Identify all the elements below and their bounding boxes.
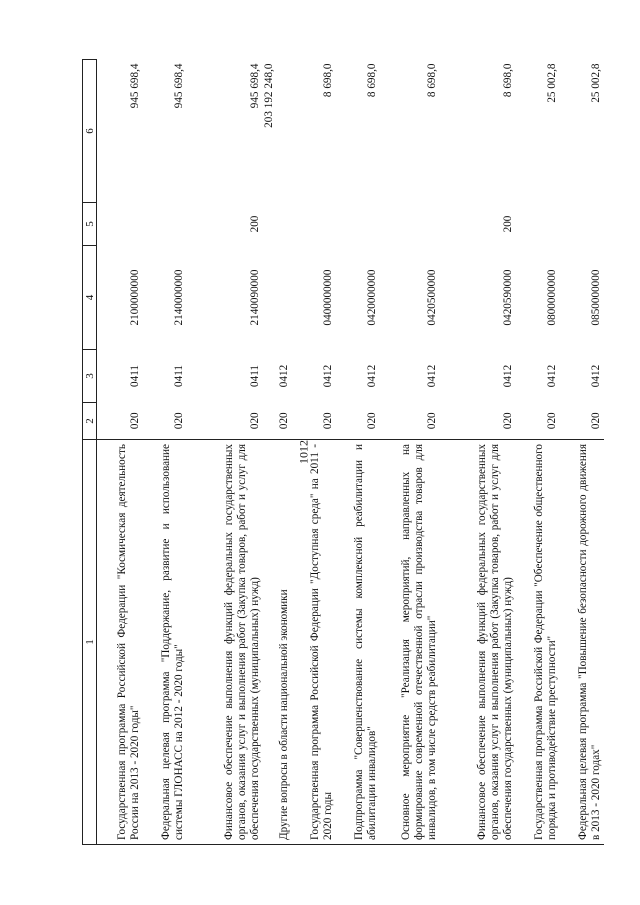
row-section-code: 0411: [173, 365, 186, 387]
row-expense-type: [516, 203, 560, 246]
table-row: [516, 60, 560, 845]
row-section-code: 0411: [249, 365, 262, 387]
row-amount: 8 698,0: [426, 63, 439, 98]
row-amount: 25 002,8: [590, 63, 603, 103]
table-row: [440, 60, 516, 845]
table-header-row: [83, 60, 97, 845]
column-header: 4: [83, 246, 97, 350]
row-amount: 8 698,0: [322, 63, 335, 98]
row-expense-type: [143, 203, 187, 246]
row-name: Финансовое обеспечение выполнения функций федеральных государственных органов, оказания услуг и выполнения работ (Закупка товаров, работ и услуг для обеспечения государственных (муниципальных) нужд): [187, 440, 263, 845]
row-target-code: 0420500000: [426, 269, 439, 326]
row-ministry-code: 020: [426, 412, 439, 430]
table-row: [380, 60, 440, 845]
row-expense-type: 200: [502, 215, 515, 233]
row-amount: 25 002,8: [546, 63, 559, 103]
row-ministry-code: 020: [173, 412, 186, 430]
row-target-code: 2140090000: [249, 269, 262, 326]
row-name: Подпрограмма "Совершенствование системы комплексной реабилитации и абилитации инвалидов": [336, 440, 380, 845]
row-expense-type: [560, 203, 604, 246]
row-ministry-code: 020: [546, 412, 559, 430]
row-section-code: 0412: [426, 364, 439, 388]
row-section-code: 0412: [366, 364, 379, 388]
row-ministry-code: 020: [322, 412, 335, 430]
budget-table: [82, 59, 604, 845]
row-section-code: 0412: [546, 364, 559, 388]
row-ministry-code: 020: [590, 412, 603, 430]
row-expense-type: [97, 203, 143, 246]
row-name: Другие вопросы в области национальной экономики: [263, 440, 292, 845]
row-expense-type: [263, 203, 292, 246]
row-amount: 945 698,4: [129, 63, 142, 109]
table-row: [336, 60, 380, 845]
row-target-code: 2100000000: [129, 269, 142, 326]
column-header: 1: [83, 440, 97, 845]
row-target-code: 0420590000: [502, 269, 515, 326]
row-ministry-code: 020: [249, 412, 262, 430]
row-section-code: 0411: [129, 365, 142, 387]
row-name: Государственная программа Российской Федерации "Обеспечение общественного порядка и противодействие преступности": [516, 440, 560, 845]
row-target-code: 0850000000: [590, 269, 603, 326]
row-amount: 8 698,0: [502, 63, 515, 98]
row-amount: 945 698,4: [249, 63, 262, 109]
row-ministry-code: 020: [129, 412, 142, 430]
row-expense-type: [336, 203, 380, 246]
row-ministry-code: 020: [366, 412, 379, 430]
row-section-code: 0412: [502, 364, 515, 388]
table-row: [292, 60, 336, 845]
row-amount: 945 698,4: [173, 63, 186, 109]
row-name: Финансовое обеспечение выполнения функций федеральных государственных органов, оказания услуг и выполнения работ (Закупка товаров, работ и услуг для обеспечения государственных (муниципальных) нужд): [440, 440, 516, 845]
row-name: Федеральная целевая программа "Поддержание, развитие и использование системы ГЛОНАСС на 2012 - 2020 годы": [143, 440, 187, 845]
row-name: Основное мероприятие "Реализация мероприятий, направленных на формирование современной отечественной отрасли производства товаров для инвалидов, в том числе средств реабилитации": [380, 440, 440, 845]
row-target-code: 2140000000: [173, 269, 186, 326]
column-header: 6: [83, 60, 97, 203]
page-number: 1012: [296, 440, 311, 464]
table-row: [97, 60, 143, 845]
rotated-document-body: [82, 60, 603, 845]
table-row: [263, 60, 292, 845]
row-section-code: 0412: [278, 364, 291, 388]
row-section-code: 0412: [322, 364, 335, 388]
row-ministry-code: 020: [502, 412, 515, 430]
row-expense-type: 200: [249, 215, 262, 233]
row-name: Государственная программа Российской Федерации "Космическая деятельность России на 2013 - 2020 годы": [97, 440, 143, 845]
table-row: [187, 60, 263, 845]
row-name: Федеральная целевая программа "Повышение безопасности дорожного движения в 2013 - 2020 годах": [560, 440, 604, 845]
row-expense-type: [380, 203, 440, 246]
row-target-code: 0800000000: [546, 269, 559, 326]
table-row: [143, 60, 187, 845]
column-header: 5: [83, 203, 97, 246]
row-amount: 8 698,0: [366, 63, 379, 98]
row-ministry-code: 020: [278, 412, 291, 430]
row-expense-type: [292, 203, 336, 246]
row-target-code: [263, 246, 292, 350]
column-header: 2: [83, 403, 97, 440]
row-section-code: 0412: [590, 364, 603, 388]
table-row: [560, 60, 604, 845]
column-header: 3: [83, 350, 97, 403]
row-name: Государственная программа Российской Федерации "Доступная среда" на 2011 - 2020 годы: [292, 440, 336, 845]
row-target-code: 0400000000: [322, 269, 335, 326]
row-target-code: 0420000000: [366, 269, 379, 326]
row-amount: 203 192 248,0: [262, 63, 275, 128]
